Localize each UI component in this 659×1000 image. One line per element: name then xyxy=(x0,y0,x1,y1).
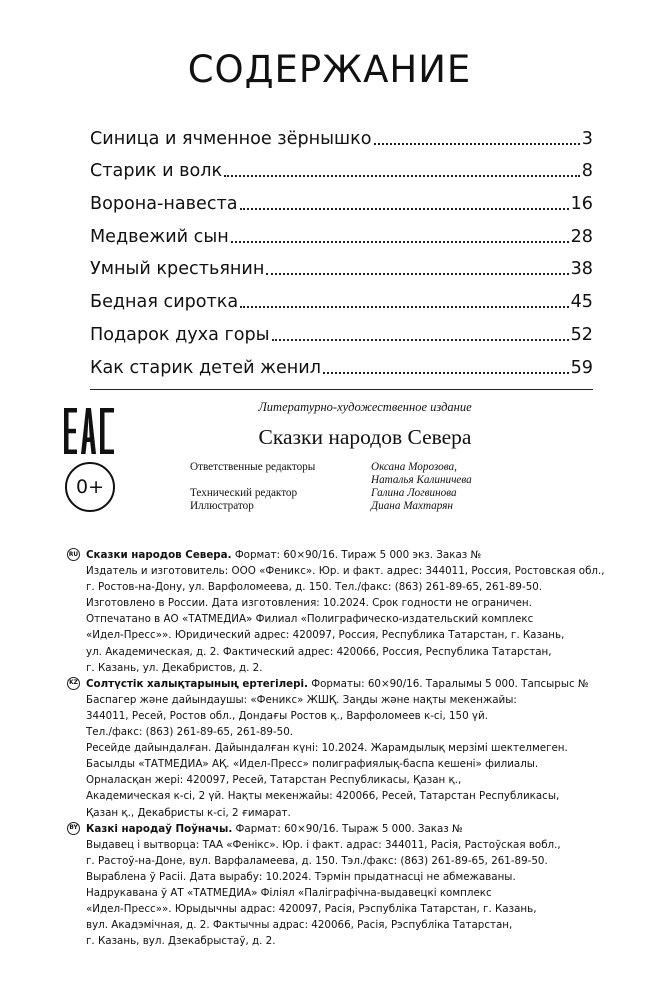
language-badge: RU xyxy=(67,548,80,561)
toc-entry[interactable] xyxy=(90,116,593,149)
toc-entry-title: Старик и волк xyxy=(90,161,223,182)
technical-editor-label: Технический редактор xyxy=(190,487,298,499)
imprint-line: Баспагер және дайындаушы: «Феникс» ЖШҚ. Заңды және нақты мекенжайы: xyxy=(86,693,517,706)
toc-entry-title: Бедная сиротка xyxy=(90,292,239,313)
toc-entry-title: Умный крестьянин xyxy=(90,259,265,280)
book-title: Сказки народов Севера xyxy=(258,425,472,449)
imprint-line: ул. Академическая, д. 2. Фактический адрес: 420066, Россия, Республика Татарстан, xyxy=(86,645,552,658)
toc-entry-page: 3 xyxy=(581,128,593,149)
imprint-line xyxy=(86,821,627,837)
toc-entry[interactable] xyxy=(90,279,593,312)
toc-entry[interactable] xyxy=(90,312,593,345)
imprint-line xyxy=(86,547,627,563)
imprint-block-ru xyxy=(67,547,627,676)
illustrator-name: Диана Махтарян xyxy=(371,500,453,512)
language-badge: KZ xyxy=(67,677,80,690)
imprint-line: Академическая к-сі, 2 үй. Нақты мекенжайы: 420066, Ресей, Татарстан Республикасы, xyxy=(86,790,560,803)
dot-leader xyxy=(374,142,580,145)
imprint-block-by xyxy=(67,821,627,950)
dot-leader xyxy=(266,272,568,275)
toc-entry[interactable] xyxy=(90,149,593,182)
imprint-line: г. Казань, ул. Декабристов, д. 2. xyxy=(86,661,263,674)
responsible-editors-label: Ответственные редакторы xyxy=(190,461,316,473)
age-rating-badge: 0+ xyxy=(65,462,115,512)
toc-entry[interactable] xyxy=(90,214,593,247)
toc-entry-title: Как старик детей женил xyxy=(90,357,321,378)
imprint-line: «Идел-Пресс»». Юрыдычны адрас: 420097, Расія, Рэспубліка Татарстан, г. Казань, xyxy=(86,903,537,916)
toc-entry-page: 38 xyxy=(570,259,593,280)
imprint-line: Издатель и изготовитель: ООО «Феникс». Юр. и факт. адрес: 344011, Россия, Ростовская обл., xyxy=(86,565,605,578)
dot-leader xyxy=(231,240,569,243)
page-title: СОДЕРЖАНИЕ xyxy=(187,48,472,91)
imprint-line: Ресейде дайындалған. Дайындалған күні: 10.2024. Жарамдылық мерзімі шектелмеген. xyxy=(86,742,568,755)
toc-entry-page: 59 xyxy=(570,357,593,378)
imprint-line: Выраблена ў Расіі. Дата вырабу: 10.2024. Тэрмін прыдатнасці не абмежаваны. xyxy=(86,870,516,883)
imprint-line: Надрукавана ў АТ «ТАТМЕДИА» Філіял «Паліграфічна-выдавецкі комплекс xyxy=(86,886,492,899)
dot-leader xyxy=(240,305,568,308)
imprint-title: Сказки народов Севера. xyxy=(86,549,232,561)
language-badge: BY xyxy=(67,822,80,835)
imprint-line: Изготовлено в России. Дата изготовления: 10.2024. Срок годности не ограничен. xyxy=(86,597,532,610)
dot-leader xyxy=(323,371,569,374)
responsible-editor-name: Оксана Морозова, xyxy=(371,461,457,473)
toc-entry-page: 28 xyxy=(570,226,593,247)
divider xyxy=(90,389,593,390)
imprint-section xyxy=(67,547,627,949)
imprint-text: Формат: 60×90/16. Тираж 5 000 экз. Заказ № xyxy=(231,549,482,561)
imprint-line xyxy=(86,676,627,692)
dot-leader xyxy=(240,207,569,210)
imprint-line: г. Казань, вул. Дзекабрыстаў, д. 2. xyxy=(86,935,276,948)
toc-entry-page: 45 xyxy=(570,292,593,313)
toc-entry[interactable] xyxy=(90,345,593,378)
imprint-line: г. Ростов-на-Дону, ул. Варфоломеева, д. 150. Тел./факс: (863) 261-89-65, 261-89-50. xyxy=(86,581,543,594)
imprint-text: Фармат: 60×90/16. Тыраж 5 000. Заказ № xyxy=(232,822,463,835)
toc-entry-page: 52 xyxy=(570,324,593,345)
responsible-editor-name: Наталья Калиничева xyxy=(371,474,472,486)
imprint-line: г. Растоў-на-Доне, вул. Варфаламеева, д. 150. Тэл./факс: (863) 261-89-65, 261-89-50. xyxy=(86,854,548,867)
dot-leader xyxy=(272,338,569,341)
toc-entry-title: Синица и ячменное зёрнышко xyxy=(90,128,372,149)
imprint-line: Қазан қ., Декабристы к-сі, 2 ғимарат. xyxy=(86,806,291,819)
eac-mark-icon xyxy=(64,408,114,454)
toc-entry[interactable] xyxy=(90,181,593,214)
imprint-title: Солтүстік халықтарының ертегілері. xyxy=(86,677,308,690)
toc-entry-page: 8 xyxy=(581,161,593,182)
imprint-line: вул. Акадэмічная, д. 2. Фактычны адрас: 420066, Расія, Рэспубліка Татарстан, xyxy=(86,919,513,932)
imprint-title: Казкі народаў Поўначы. xyxy=(86,822,233,835)
toc-entry-title: Медвежий сын xyxy=(90,226,229,247)
toc-entry-title: Ворона-навеста xyxy=(90,194,238,215)
edition-type: Литературно-художественное издание xyxy=(258,400,472,414)
technical-editor-name: Галина Логвинова xyxy=(371,487,457,499)
illustrator-label: Иллюстратор xyxy=(190,500,254,512)
imprint-line: Басылды «ТАТМЕДИА» АҚ. «Идел-Пресс» полиграфиялық-баспа кешені» филиалы. xyxy=(86,758,539,771)
imprint-text: Форматы: 60×90/16. Таралымы 5 000. Тапсырыс № xyxy=(307,677,589,690)
toc-entry-page: 16 xyxy=(570,194,593,215)
imprint-line: Выдавец і вытворца: ТАА «Фенікс». Юр. і факт. адрас: 344011, Расія, Растоўская вобл., xyxy=(86,838,561,851)
imprint-line: Тел./факс: (863) 261-89-65, 261-89-50. xyxy=(86,726,294,739)
imprint-line: Орналасқан жері: 420097, Ресей, Татарстан Республикасы, Қазан қ., xyxy=(86,774,462,787)
imprint-line: 344011, Ресей, Ростов обл., Дондағы Ростов қ., Варфоломеев к-сі, 150 үй. xyxy=(86,709,488,722)
dot-leader xyxy=(224,174,580,177)
table-of-contents xyxy=(90,116,593,378)
imprint-line: «Идел-Пресс»». Юридический адрес: 420097, Россия, Республика Татарстан, г. Казань, xyxy=(86,629,565,642)
toc-entry[interactable] xyxy=(90,247,593,280)
imprint-line: Отпечатано в АО «ТАТМЕДИА» Филиал «Полиграфическо-издательский комплекс xyxy=(86,613,534,626)
imprint-block-kz xyxy=(67,676,627,821)
toc-entry-title: Подарок духа горы xyxy=(90,324,270,345)
